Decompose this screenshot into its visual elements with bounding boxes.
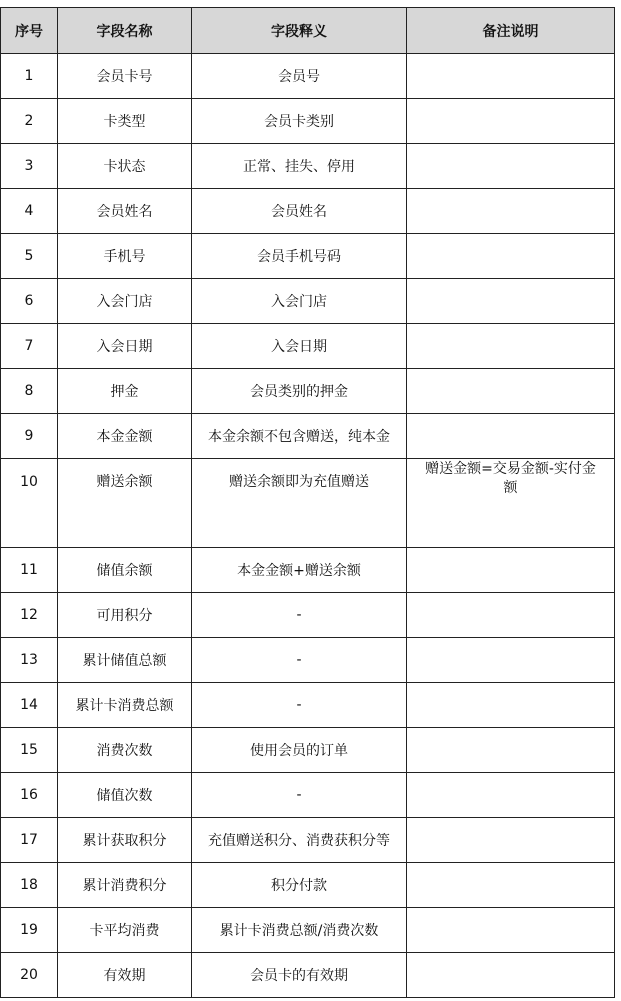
row-field-name: 手机号 xyxy=(58,234,192,279)
row-remarks xyxy=(407,234,615,279)
table-row xyxy=(1,234,615,279)
row-index: 20 xyxy=(1,953,58,998)
row-remarks xyxy=(407,369,615,414)
table-row xyxy=(1,369,615,414)
table-row xyxy=(1,953,615,998)
row-remarks xyxy=(407,189,615,234)
row-field-description: 赠送余额即为充值赠送 xyxy=(192,459,407,548)
row-field-description: 充值赠送积分、消费获积分等 xyxy=(192,818,407,863)
row-field-name: 卡平均消费 xyxy=(58,908,192,953)
row-index: 10 xyxy=(1,459,58,548)
row-index: 4 xyxy=(1,189,58,234)
table-row xyxy=(1,189,615,234)
row-remarks xyxy=(407,908,615,953)
header-field-name: 字段名称 xyxy=(58,8,192,54)
row-field-name: 卡类型 xyxy=(58,99,192,144)
row-field-name: 累计卡消费总额 xyxy=(58,683,192,728)
row-field-name: 赠送余额 xyxy=(58,459,192,548)
table-row xyxy=(1,324,615,369)
row-field-description: - xyxy=(192,683,407,728)
row-remarks xyxy=(407,818,615,863)
row-index: 12 xyxy=(1,593,58,638)
row-field-name: 消费次数 xyxy=(58,728,192,773)
row-index: 2 xyxy=(1,99,58,144)
row-field-description: 使用会员的订单 xyxy=(192,728,407,773)
row-index: 1 xyxy=(1,54,58,99)
table-row xyxy=(1,99,615,144)
row-remarks xyxy=(407,279,615,324)
table-row xyxy=(1,459,615,548)
row-field-description: - xyxy=(192,773,407,818)
table-row xyxy=(1,638,615,683)
row-remarks xyxy=(407,863,615,908)
row-remarks xyxy=(407,728,615,773)
table-row xyxy=(1,548,615,593)
table-header-row xyxy=(1,8,615,54)
row-field-description: 累计卡消费总额/消费次数 xyxy=(192,908,407,953)
row-remarks xyxy=(407,99,615,144)
table-row xyxy=(1,414,615,459)
field-definition-table xyxy=(0,7,615,998)
row-field-description: 入会日期 xyxy=(192,324,407,369)
row-field-name: 入会日期 xyxy=(58,324,192,369)
row-remarks xyxy=(407,773,615,818)
table-row xyxy=(1,144,615,189)
row-field-name: 会员卡号 xyxy=(58,54,192,99)
row-index: 9 xyxy=(1,414,58,459)
table-row xyxy=(1,728,615,773)
row-index: 14 xyxy=(1,683,58,728)
row-index: 16 xyxy=(1,773,58,818)
table-row xyxy=(1,279,615,324)
row-field-description: 正常、挂失、停用 xyxy=(192,144,407,189)
row-field-description: 会员手机号码 xyxy=(192,234,407,279)
row-index: 8 xyxy=(1,369,58,414)
row-field-name: 本金金额 xyxy=(58,414,192,459)
table-row xyxy=(1,54,615,99)
row-field-name: 累计获取积分 xyxy=(58,818,192,863)
row-field-description: 会员号 xyxy=(192,54,407,99)
row-field-name: 累计消费积分 xyxy=(58,863,192,908)
row-remarks xyxy=(407,324,615,369)
row-index: 19 xyxy=(1,908,58,953)
row-field-description: 会员卡的有效期 xyxy=(192,953,407,998)
row-field-name: 押金 xyxy=(58,369,192,414)
row-field-description: - xyxy=(192,593,407,638)
row-index: 18 xyxy=(1,863,58,908)
row-remarks-line-1: 赠送金额=交易金额-实付金 xyxy=(425,461,596,477)
row-remarks xyxy=(407,548,615,593)
table-row xyxy=(1,818,615,863)
row-index: 6 xyxy=(1,279,58,324)
row-index: 15 xyxy=(1,728,58,773)
row-remarks xyxy=(407,593,615,638)
row-field-description: - xyxy=(192,638,407,683)
row-remarks xyxy=(407,414,615,459)
row-remarks xyxy=(407,683,615,728)
field-table-container xyxy=(0,7,615,998)
row-index: 5 xyxy=(1,234,58,279)
row-field-name: 储值余额 xyxy=(58,548,192,593)
row-index: 13 xyxy=(1,638,58,683)
row-field-name: 入会门店 xyxy=(58,279,192,324)
row-field-name: 有效期 xyxy=(58,953,192,998)
row-field-description: 会员类别的押金 xyxy=(192,369,407,414)
row-field-description: 积分付款 xyxy=(192,863,407,908)
row-index: 7 xyxy=(1,324,58,369)
table-row xyxy=(1,593,615,638)
row-field-description: 本金余额不包含赠送，纯本金 xyxy=(192,414,407,459)
row-field-description: 本金金额+赠送余额 xyxy=(192,548,407,593)
table-row xyxy=(1,908,615,953)
row-remarks xyxy=(407,144,615,189)
row-index: 17 xyxy=(1,818,58,863)
row-field-name: 可用积分 xyxy=(58,593,192,638)
header-field-description: 字段释义 xyxy=(192,8,407,54)
row-field-name: 储值次数 xyxy=(58,773,192,818)
row-index: 11 xyxy=(1,548,58,593)
row-field-name: 累计储值总额 xyxy=(58,638,192,683)
header-index: 序号 xyxy=(1,8,58,54)
row-field-description: 会员卡类别 xyxy=(192,99,407,144)
row-field-name: 卡状态 xyxy=(58,144,192,189)
table-row xyxy=(1,773,615,818)
row-field-description: 会员姓名 xyxy=(192,189,407,234)
row-remarks xyxy=(407,459,615,548)
row-index: 3 xyxy=(1,144,58,189)
row-remarks xyxy=(407,54,615,99)
row-remarks xyxy=(407,638,615,683)
header-remarks: 备注说明 xyxy=(407,8,615,54)
row-field-description: 入会门店 xyxy=(192,279,407,324)
row-remarks-line-2: 额 xyxy=(503,480,518,496)
row-remarks xyxy=(407,953,615,998)
row-field-name: 会员姓名 xyxy=(58,189,192,234)
table-row xyxy=(1,863,615,908)
table-row xyxy=(1,683,615,728)
